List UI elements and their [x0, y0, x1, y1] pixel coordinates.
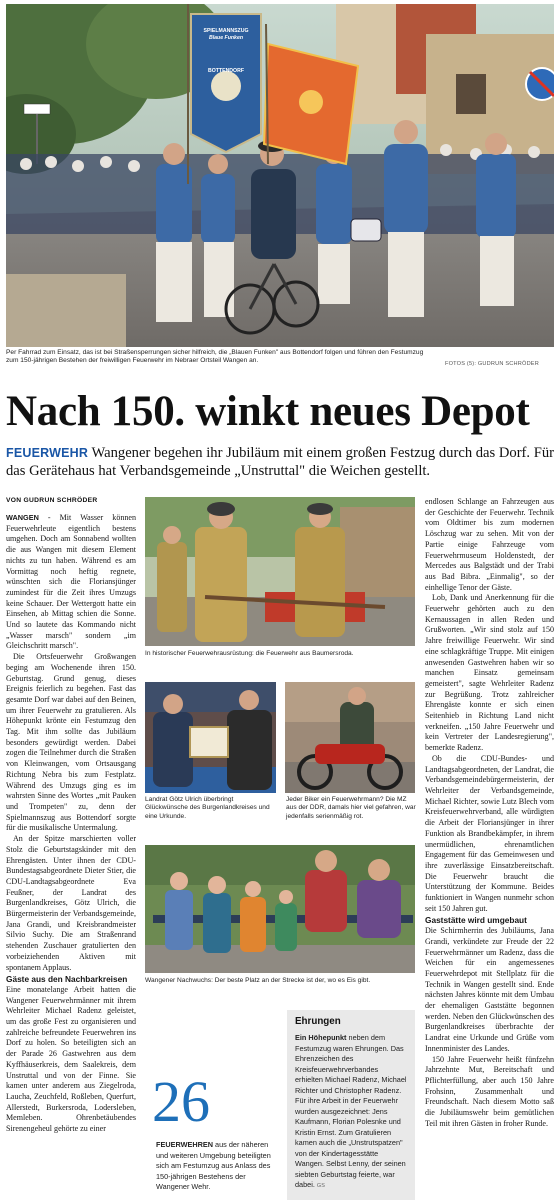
subline: [6, 445, 554, 480]
infobox-text: [295, 1033, 407, 1192]
infobox-title: Ehrungen: [295, 1016, 341, 1027]
paragraph: Lob, Dank und Anerkennung für die Feuerwehr gehörten auch zu den Kernaussagen in allen Reden und Grußworten. „Wir sind stolz auf 150 Jahre freiwillige Feuerwehr. Wir sind eine schlagkräftige Truppe. Mit einigen anwesenden Gastwehren haben wir so manchen Einsatz gemeinsam gemeistert", sagte Wehrleiter Radenz zur Begrüßung. Trotz zahlreicher Ehrengäste konnte er sich einen Seitenhieb in Richtung Land nicht verkneifen. „150 Jahre Feuerwehr und kein Vertreter der Landesregierung", bemerkte Radenz.: [425, 593, 554, 753]
parade-photo: [6, 4, 554, 347]
paragraph: Die Ortsfeuerwehr Großwangen beging am Wochenende ihren 150. Geburtstag. Grund genug, dieses Ereignis feierlich zu begehen. Fast das gesamte Dorf war dabei auf den Beinen, um ihrer Feuerwehr zu gratulieren. Als Höhepunkt krönte ein Festumzug den Tag. Mit ihm sollte das Jubiläum besonders gewürdigt werden. Dabei zogen die Teilnehmer durch die Straßen von Kleinwangen, vom Ortsausgang Richtung Nebra bis zum Festplatz. Während des Umzugs ging es im wahrsten Sinne des Wortes „mit Pauken und Trompeten" zu, denn der Spielmannszug aus Bottendorf sorgte für die musikalische Untermalung.: [6, 652, 136, 833]
paragraph: Ob die CDU-Bundes- und Landtagsabgeordneten, der Landrat, die Verbandsgemeindebürgermeisterin, der Wehrleiter der Verbandsgemeinde, Michael Richter, sowie Lutz Blech vom Kreisfeuerwehrverband, alle würdigten die Arbeit der Floriansjünger in ihrer Funktion als Brandbekämpfer, in ihrem unermüdlichen, ehrenamtlichen Engagement für das Gemeinwesen und ihre zuverlässige Einsatzbereitschaft. Die Feuerwehr braucht die Unterstützung der Kommune. Beides funktioniert in Wangen nunmehr schon seit 150 Jahren gut.: [425, 753, 554, 913]
big-number-lead: FEUERWEHREN: [156, 1140, 214, 1149]
landrat-caption: Landrat Götz Ulrich überbringt Glückwünsche des Burgenlandkreises und eine Urkunde.: [145, 796, 270, 820]
subheading: Gaststätte wird umgebaut: [425, 915, 527, 926]
article-column-3: [425, 497, 554, 1200]
banner-text: [194, 28, 258, 75]
infobox-sign: GS: [316, 1183, 325, 1189]
big-number: 26: [152, 1069, 210, 1134]
biker-photo: [285, 682, 415, 793]
banner-line-3: BOTTENDORF: [207, 68, 245, 74]
dateline: WANGEN: [6, 513, 39, 522]
landrat-photo: [145, 682, 276, 793]
historic-caption: In historischer Feuerwehrausrüstung: die Feuerwehr aus Baumersroda.: [145, 650, 354, 657]
kids-caption: Wangener Nachwuchs: Der beste Platz an der Strecke ist der, wo es Eis gibt.: [145, 977, 371, 984]
paragraph: An der Spitze marschierten voller Stolz die Geburtstagskinder mit den Ehrengästen. Unter ihnen der CDU-Bundestagsabgeordnete Dieter Stier, die CDU-Landtagsabgeordnete Eva Feußner, der Landrat des Burgenlandkreises, Götz Ulrich, die Bürgermeisterin der Verbandsgemeinde, Jana Grandi, und Kreisbrandmeister Silvio Suchy. Die am Straßenrand stehenden Zuschauer gratulierten den vorbeiziehenden Aktiven mit spontanem Applaus.: [6, 834, 136, 972]
photo-credit: FOTOS (5): GUDRUN SCHRÖDER: [445, 361, 539, 367]
subheading: Gäste aus den Nachbarkreisen: [6, 974, 128, 985]
honors-infobox: [287, 1010, 415, 1200]
paragraph: Eine monatelange Arbeit hatten die Wangener Feuerwehrmänner mit ihrem Wehrleiter Michael Radenz geleistet, um das große Fest zu organisieren und zahlreiche befreundete Feuerwehren ins Dorf zu holen. So beteiligten sich an der Parade 26 Gastwehren aus dem Kyffhäuserkreis, dem Saalekreis, dem Unstruttal und von der Finne. Sie kamen unter anderem aus Ziegelroda, Laucha, Zeuchfeld, Roßleben, Querfurt, Allerstedt, Burkersroda, Lodersleben, Memleben. Ohrenbetäubendes Sirenengeheul gehörte zu einer: [6, 984, 136, 1134]
subline-text: Wangener begehen ihr Jubiläum mit einem großen Festzug durch das Dorf. Für das Gerätehaus hat Verbandsgemeinde „Unstruttal" die Weichen gestellt.: [6, 445, 554, 479]
paragraph: [6, 513, 136, 652]
infobox-body: neben dem Festumzug waren Ehrungen. Das Ehrenzeichen des Kreisfeuerwehrverbandes erhielten Michael Radenz, Michael Richter und Christopher Radenz. Für ihre Arbeit in der Feuerwehr wurden ausgezeichnet: Jens Kaufmann, Florian Polesnke und Kristin Ernst. Zum Gratulieren kamen auch die „Unstrutspatzen" von der Kindertagesstätte Wangen. Selbst Lenny, der seinen siebten Geburtstag feierte, war dabei.: [295, 1033, 407, 1189]
headline: Nach 150. winkt neues Depot: [6, 388, 530, 435]
banner-line-2: Blaue Funken: [208, 35, 243, 41]
paragraph: Die Schirmherrin des Jubiläums, Jana Grandi, verkündete zur Freude der 22 Feuerwehrmänner um Radenz, dass die Weichen für ein angemessenes Feuerwehrdepot mit Stellplatz für die Technik in Wangen gestellt sind. Ende nächsten Jahres könnte mit dem Umbau der ehemaligen Gaststätte begonnen werden. Neben den Glückwünschen des Burgenlandkreises überbrachte der Landrat eine Urkunde und Grüße vom Innenminister des Landes.: [425, 926, 554, 1053]
paragraph: endlosen Schlange an Fahrzeugen aus der Geschichte der Feuerwehr. Technik vom Oldtimer bis zum modernen Löschzug war zu sehen. Mit von der Partie einige Fahrzeuge vom Feuerwehrmuseum Holdenstedt, der Mercedes aus Balgstädt und der Trabi aus Bad Bibra. „Einmalig", so der einhellige Tenor der Gäste.: [425, 497, 554, 592]
infobox-lead: Ein Höhepunkt: [295, 1033, 347, 1042]
biker-caption: Jeder Biker ein Feuerwehrmann? Die MZ aus der DDR, damals hier viel gefahren, war jedenfalls serienmäßig rot.: [286, 796, 416, 820]
article-column-1: [6, 513, 136, 1200]
byline: VON GUDRUN SCHRÖDER: [6, 497, 98, 504]
banner-line-1: SPIELMANNSZUG: [203, 28, 249, 34]
historic-photo: [145, 497, 415, 646]
paragraph: 150 Jahre Feuerwehr heißt fünfzehn Jahrzehnte Mut, Bereitschaft und Pflichterfüllung, aber auch 150 Jahre Frohsinn, Zusammenhalt und Freundschaft. Nach diesem Motto saß die Jubiläumswehr beim gemütlichen Teil mit ihren Gästen in froher Runde.: [425, 1054, 554, 1128]
paragraph-text: - Mit Wasser können Feuerwehrleute eigentlich bestens umgehen. Doch am Sonnabend wollten die aus Wangen mit diesem Element nichts zu tun haben. Während es am Vormittag noch heftig regnete, wünschten sich die Floriansjünger zumindest für die Zeit ihres Umzugs keine Schauer. Der Wettergott hatte ein Einsehen, ab Mittag schien die Sonne. Und so lautete das Kommando nicht „Wasser marsch" sondern „im Gleichschritt marsch".: [6, 513, 136, 651]
parade-caption: Per Fahrrad zum Einsatz, das ist bei Straßensperrungen sicher hilfreich, die „Blauen Funken" aus Bottendorf folgen und führen den Festumzug zum 150-jährigen Bestehen der freiwilligen Feuerwehr im Nebraer Ortsteil Wangen an.: [6, 349, 424, 365]
big-number-body: aus der näheren und weiteren Umgebung beteiligten sich am Festumzug aus Anlass des 150-jährigen Bestehens der Wangener Wehr.: [156, 1140, 271, 1191]
kids-photo: [145, 845, 415, 973]
big-number-text: [156, 1140, 280, 1193]
subline-kicker: FEUERWEHR: [6, 446, 89, 460]
